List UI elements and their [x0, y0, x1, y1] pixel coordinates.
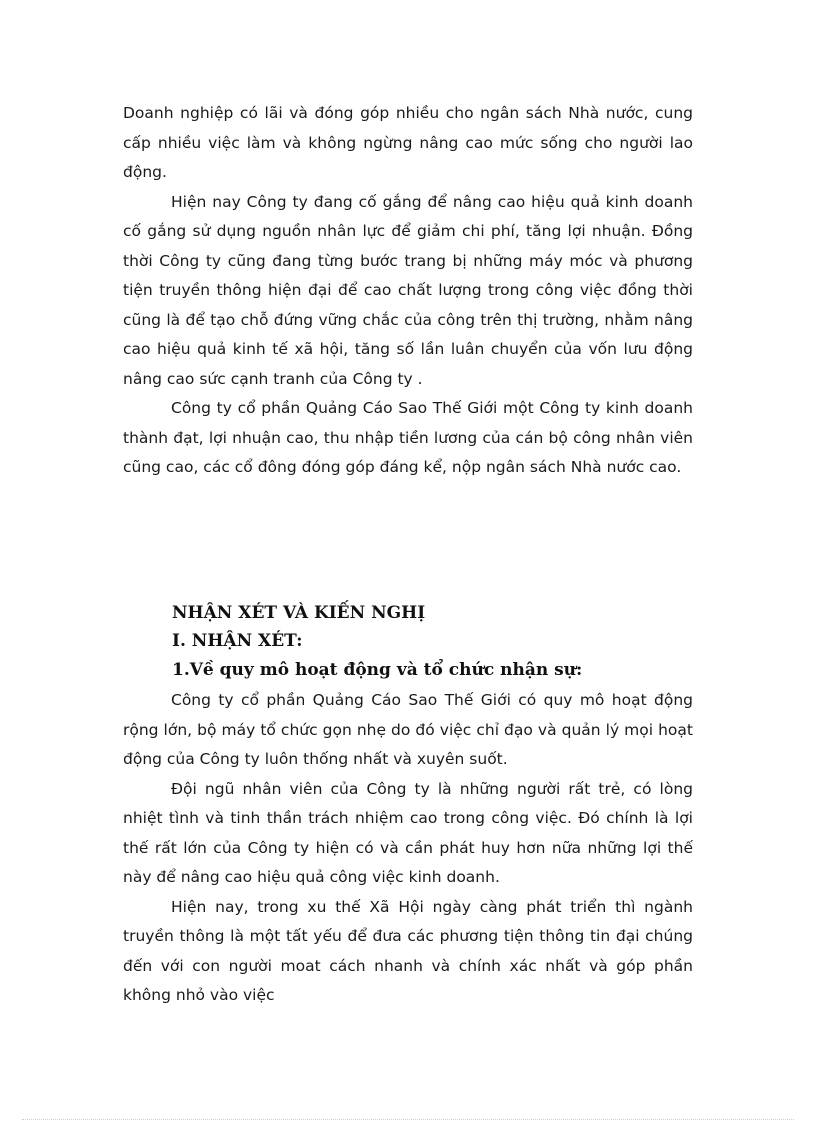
paragraph-4: Công ty cổ phần Quảng Cáo Sao Thế Giới có quy mô hoạt động rộng lớn, bộ máy tổ chức gọn nhẹ do đó việc chỉ đạo và quản lý mọi hoạt động của Công ty luôn thống nhất và xuyên suốt.: [123, 691, 693, 768]
paragraph-2: Hiện nay Công ty đang cố gắng để nâng cao hiệu quả kinh doanh cố gắng sử dụng nguồn nhân lực để giảm chi phí, tăng lợi nhuận. Đồng thời Công ty cũng đang từng bước trang bị những máy móc và phương tiện truyền thông hiện đại để cao chất lượng trong công việc đồng thời cũng là để tạo chỗ đứng vững chắc của công trên thị trường, nhằm nâng cao hiệu quả kinh tế xã hội, tăng số lần luân chuyển của vốn lưu động nâng cao sức cạnh tranh của Công ty .: [123, 192, 693, 388]
subsection-heading: 1.Về quy mô hoạt động và tổ chức nhận sự:: [172, 660, 583, 680]
body-text-top: [123, 99, 693, 483]
paragraph-1: Doanh nghiệp có lãi và đóng góp nhiều cho ngân sách Nhà nước, cung cấp nhiều việc làm và không ngừng nâng cao mức sống cho người lao động.: [123, 104, 693, 181]
section-heading: I. NHẬN XÉT:: [172, 631, 303, 651]
body-text-bottom: [123, 686, 693, 1011]
paragraph-6: Hiện nay, trong xu thế Xã Hội ngày càng phát triển thì ngành truyền thông là một tất yếu để đưa các phương tiện thông tin đại chúng đến với con người moat cách nhanh và chính xác nhất và góp phần không nhỏ vào việc: [123, 897, 693, 1004]
paragraph-5: Đội ngũ nhân viên của Công ty là những người rất trẻ, có lòng nhiệt tình và tinh thần trách nhiệm cao trong công việc. Đó chính là lợi thế rất lớn của Công ty hiện có và cần phát huy hơn nữa những lợi thế này để nâng cao hiệu quả công việc kinh doanh.: [123, 779, 693, 886]
page-bottom-divider: [22, 1119, 794, 1120]
paragraph-3: Công ty cổ phần Quảng Cáo Sao Thế Giới một Công ty kinh doanh thành đạt, lợi nhuận cao, thu nhập tiền lương của cán bộ công nhân viên cũng cao, các cổ đông đóng góp đáng kể, nộp ngân sách Nhà nước cao.: [123, 399, 693, 476]
main-heading: NHẬN XÉT VÀ KIẾN NGHỊ: [172, 603, 426, 623]
